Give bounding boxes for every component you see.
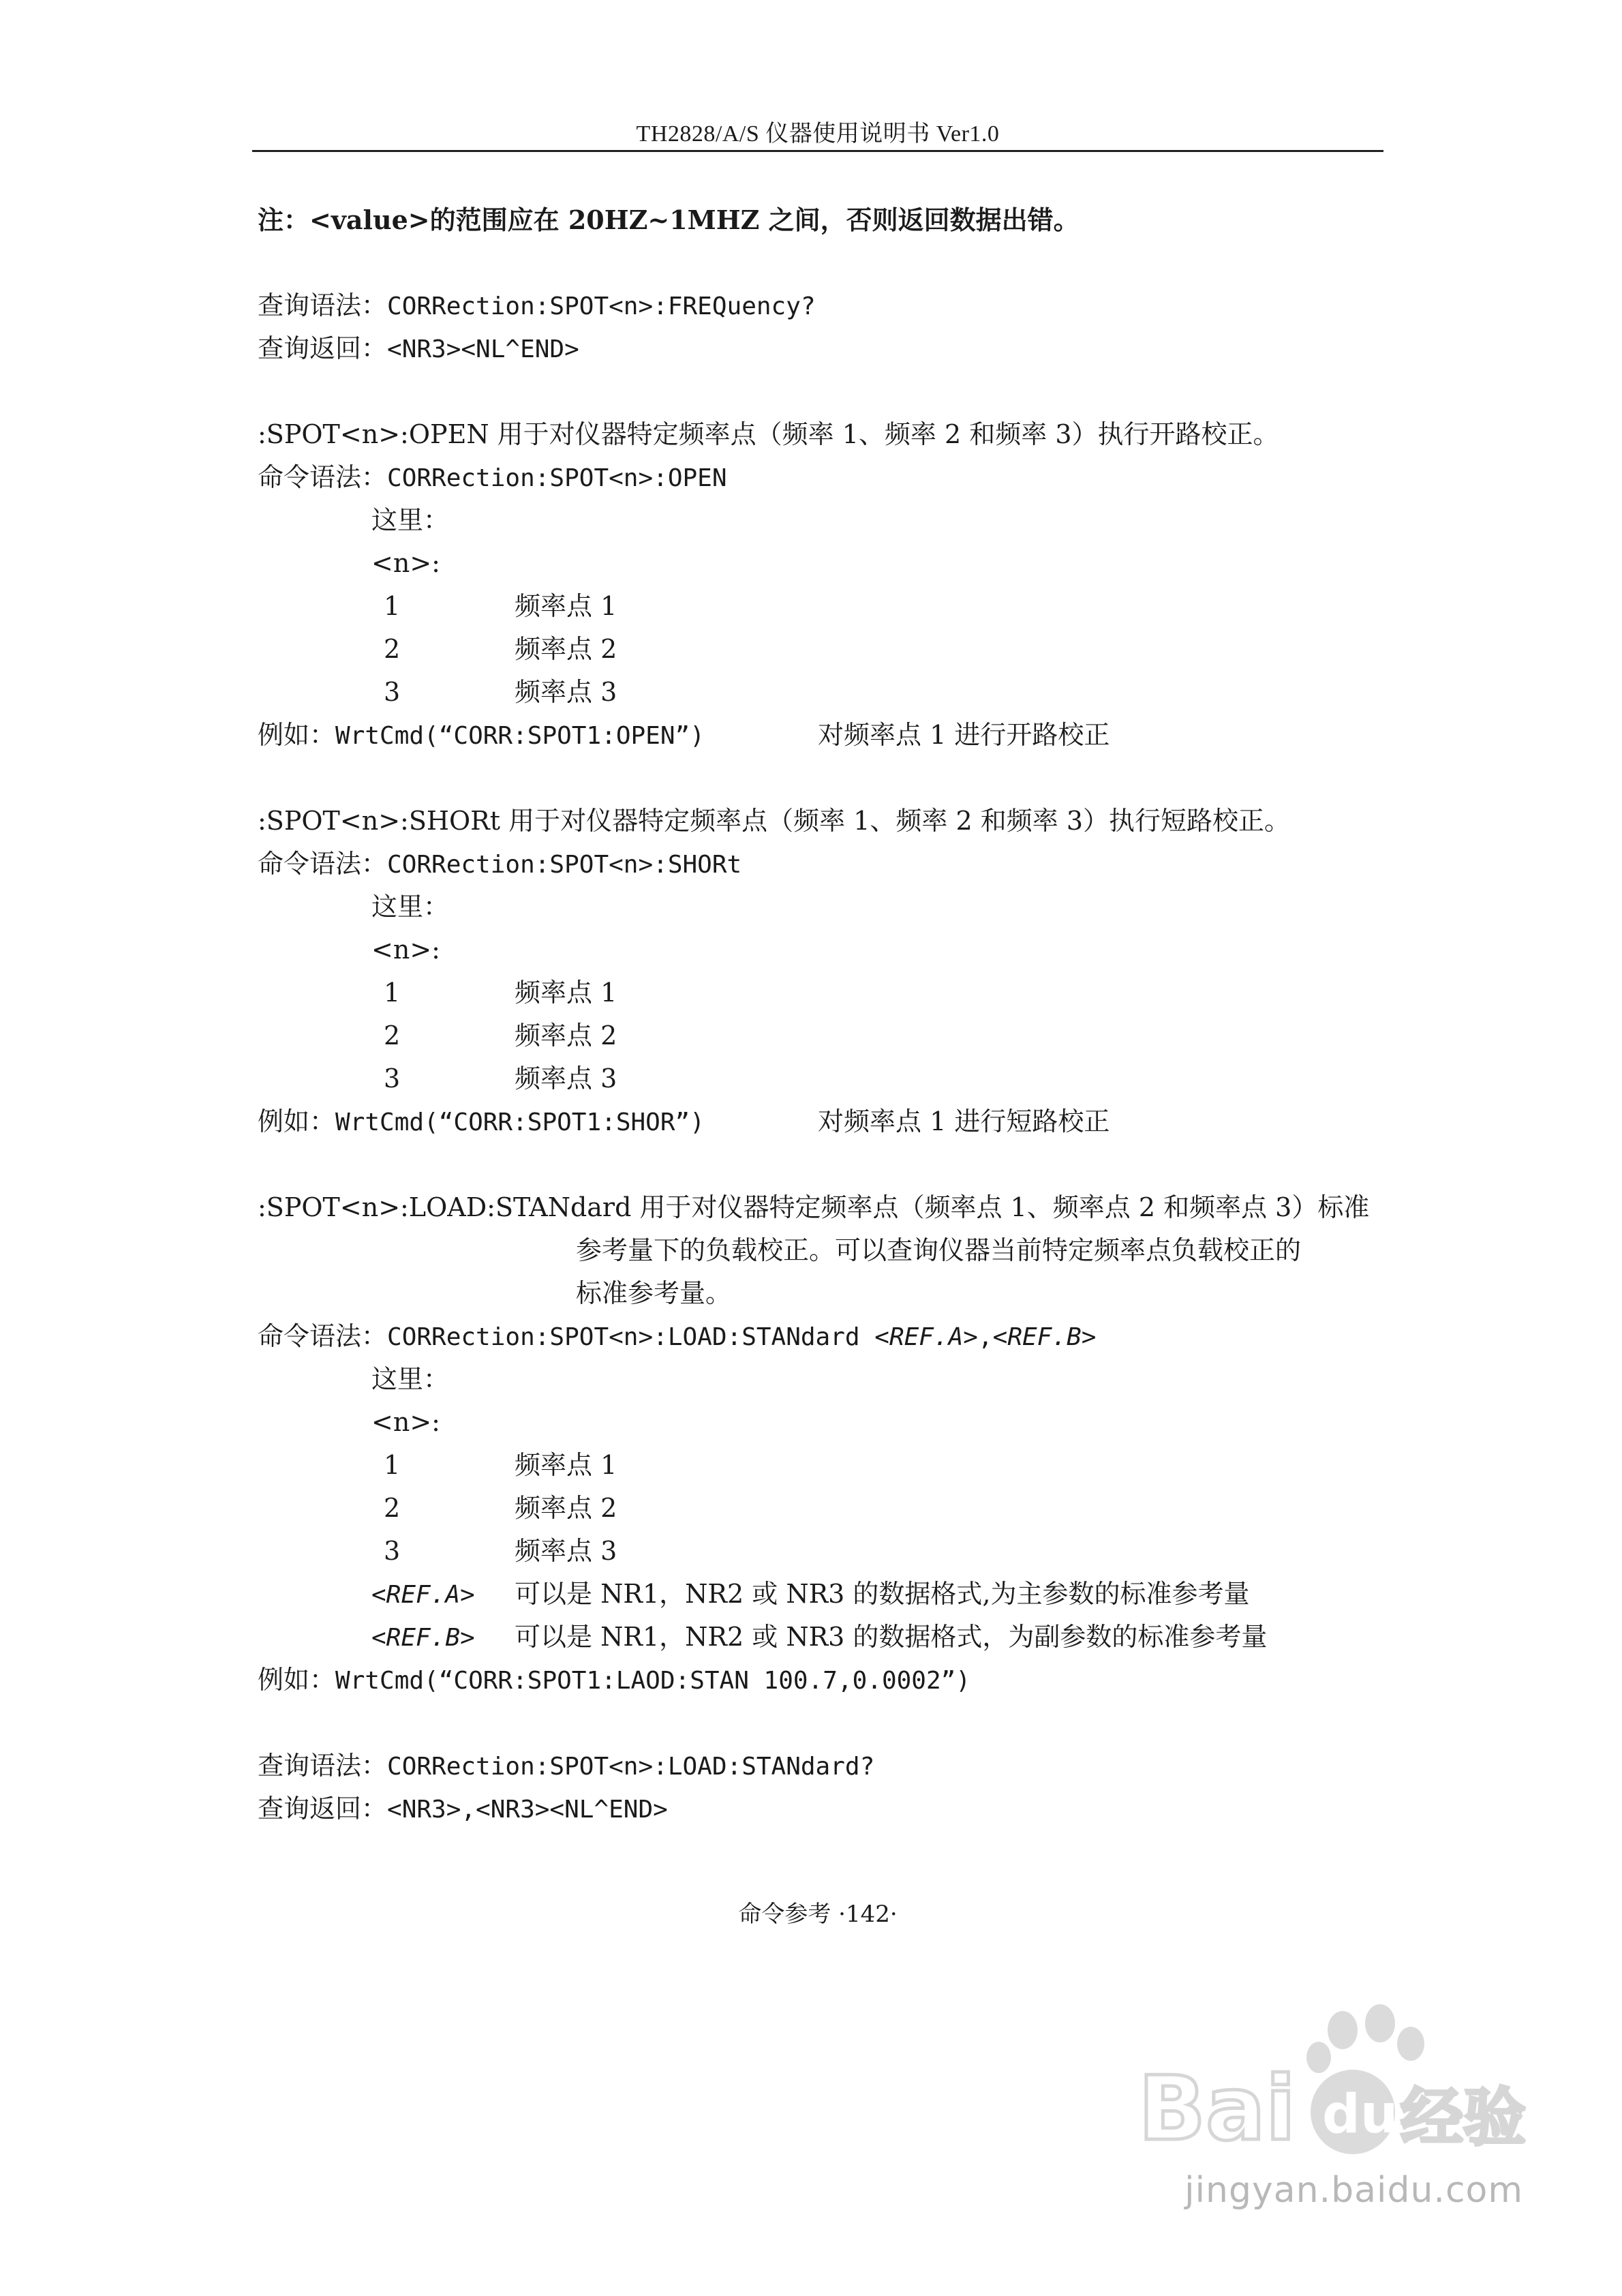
example-code: WrtCmd(“CORR:SPOT1:SHOR”)	[335, 1108, 705, 1136]
load-row-num: 1	[384, 1450, 401, 1480]
example-code: WrtCmd(“CORR:SPOT1:LAOD:STAN 100.7,0.0002”)	[335, 1667, 970, 1695]
short-description: :SPOT<n>:SHORt 用于对仪器特定频率点（频率 1、频率 2 和频率 3）执行短路校正。	[258, 806, 1290, 836]
return-text: <NR3>,<NR3><NL^END>	[387, 1796, 668, 1824]
short-command-syntax	[258, 848, 741, 881]
load-example	[258, 1664, 970, 1697]
ref-a-description: 可以是 NR1，NR2 或 NR3 的数据格式,为主参数的标准参考量	[515, 1579, 1250, 1609]
syntax-label: 命令语法：	[258, 849, 388, 879]
ref-b-label	[371, 1621, 475, 1654]
ref-separator: ,	[977, 1323, 993, 1351]
syntax-text: CORRection:SPOT<n>:LOAD:STANdard?	[387, 1753, 875, 1781]
open-example-desc: 对频率点 1 进行开路校正	[818, 720, 1110, 750]
example-label: 例如：	[258, 720, 336, 750]
syntax-label: 查询语法：	[258, 1751, 388, 1781]
ref-a-param: <REF.A>	[874, 1323, 978, 1351]
short-where: 这里：	[371, 892, 450, 922]
ref-b-label-text: <REF.B>	[371, 1624, 475, 1652]
watermark-url: jingyan.baidu.com	[1184, 2170, 1523, 2211]
header-divider	[252, 150, 1383, 152]
svg-text:经验: 经验	[1401, 2081, 1527, 2154]
load-command-syntax	[258, 1320, 1096, 1353]
load-description-cont: 标准参考量。	[576, 1278, 732, 1308]
open-row-num: 2	[384, 634, 401, 664]
open-param-n: <n>:	[371, 548, 440, 578]
page-header-title: TH2828/A/S 仪器使用说明书 Ver1.0	[636, 121, 1000, 147]
open-command-syntax	[258, 462, 727, 494]
open-row-text: 频率点 2	[515, 634, 617, 664]
baidu-jingyan-watermark-logo	[1118, 2003, 1527, 2180]
short-row-num: 2	[384, 1021, 401, 1051]
syntax-text: CORRection:SPOT<n>:OPEN	[387, 464, 727, 492]
open-row-text: 频率点 1	[515, 591, 617, 621]
range-note: 注：<value>的范围应在 20HZ~1MHZ 之间，否则返回数据出错。	[258, 205, 1080, 235]
load-query-syntax	[258, 1750, 874, 1783]
syntax-label: 命令语法：	[258, 462, 388, 492]
open-description: :SPOT<n>:OPEN 用于对仪器特定频率点（频率 1、频率 2 和频率 3）执行开路校正。	[258, 419, 1279, 449]
freq-query-syntax	[258, 290, 816, 322]
ref-a-label-text: <REF.A>	[371, 1581, 475, 1609]
load-row-text: 频率点 2	[515, 1493, 617, 1523]
load-where: 这里：	[371, 1364, 450, 1394]
svg-text:Bai: Bai	[1138, 2057, 1296, 2160]
short-row-text: 频率点 1	[515, 978, 617, 1008]
short-example	[258, 1106, 705, 1138]
ref-a-label	[371, 1578, 475, 1611]
syntax-label: 查询语法：	[258, 290, 388, 320]
short-row-num: 1	[384, 978, 401, 1008]
ref-b-description: 可以是 NR1，NR2 或 NR3 的数据格式，为副参数的标准参考量	[515, 1622, 1268, 1652]
return-label: 查询返回：	[258, 333, 388, 363]
load-param-n: <n>:	[371, 1407, 440, 1437]
open-where: 这里：	[371, 505, 450, 535]
load-row-num: 3	[384, 1536, 401, 1566]
svg-text:du: du	[1322, 2084, 1398, 2145]
syntax-text: CORRection:SPOT<n>:SHORt	[387, 851, 742, 879]
load-query-return	[258, 1793, 668, 1826]
return-text: <NR3><NL^END>	[387, 335, 579, 363]
short-row-num: 3	[384, 1063, 401, 1093]
freq-query-return	[258, 333, 579, 365]
short-example-desc: 对频率点 1 进行短路校正	[818, 1106, 1110, 1136]
syntax-label: 命令语法：	[258, 1321, 388, 1351]
syntax-text: CORRection:SPOT<n>:LOAD:STANdard	[387, 1323, 875, 1351]
open-row-num: 1	[384, 591, 401, 621]
open-example	[258, 719, 705, 752]
syntax-text: CORRection:SPOT<n>:FREQuency?	[387, 292, 816, 320]
short-param-n: <n>:	[371, 935, 440, 965]
load-row-num: 2	[384, 1493, 401, 1523]
short-row-text: 频率点 2	[515, 1021, 617, 1051]
open-row-num: 3	[384, 677, 401, 707]
open-row-text: 频率点 3	[515, 677, 617, 707]
load-description-cont: 参考量下的负载校正。可以查询仪器当前特定频率点负载校正的	[576, 1235, 1302, 1265]
return-label: 查询返回：	[258, 1794, 388, 1824]
example-code: WrtCmd(“CORR:SPOT1:OPEN”)	[335, 722, 705, 750]
ref-b-param: <REF.B>	[992, 1323, 1097, 1351]
short-row-text: 频率点 3	[515, 1063, 617, 1093]
load-row-text: 频率点 3	[515, 1536, 617, 1566]
page-footer: 命令参考 ·142·	[738, 1901, 898, 1928]
example-label: 例如：	[258, 1106, 336, 1136]
load-row-text: 频率点 1	[515, 1450, 617, 1480]
example-label: 例如：	[258, 1665, 336, 1695]
load-description: :SPOT<n>:LOAD:STANdard 用于对仪器特定频率点（频率点 1、频率点 2 和频率点 3）标准	[258, 1192, 1370, 1222]
